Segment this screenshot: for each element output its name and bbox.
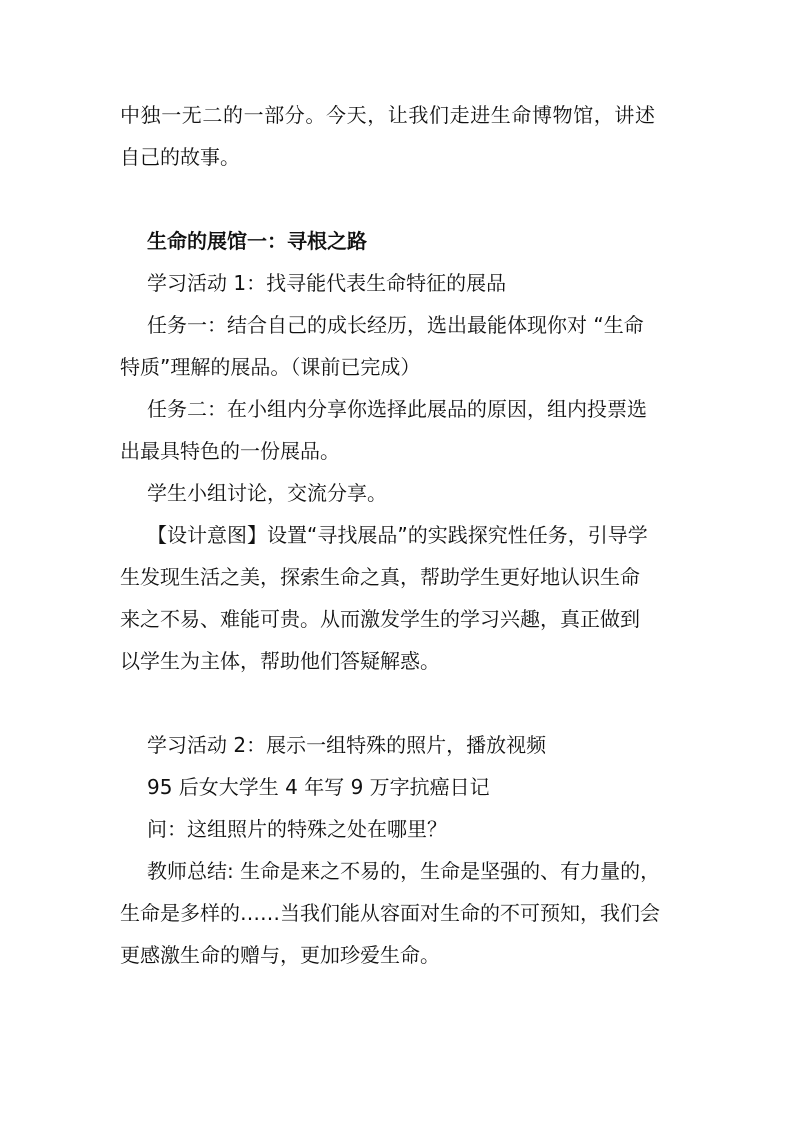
- paragraph-line: 任务一：结合自己的成长经历，选出最能体现你对 “生命: [147, 313, 644, 337]
- paragraph-line: 生发现生活之美，探索生命之真，帮助学生更好地认识生命: [120, 565, 640, 589]
- paragraph-line: 以学生为主体，帮助他们答疑解惑。: [120, 649, 440, 673]
- paragraph-line: 更感激生命的赠与，更加珍爱生命。: [120, 943, 440, 967]
- paragraph-line: 来之不易、难能可贵。从而激发学生的学习兴趣，真正做到: [120, 607, 640, 631]
- section-heading: 生命的展馆一：寻根之路: [147, 229, 367, 253]
- paragraph-line: 学生小组讨论，交流分享。: [147, 481, 387, 505]
- paragraph-line: 中独一无二的一部分。今天，让我们走进生命博物馆，讲述: [120, 103, 656, 127]
- design-intent-line: 【设计意图】设置“寻找展品”的实践探究性任务，引导学: [147, 523, 648, 547]
- paragraph-line: 生命是多样的……当我们能从容面对生命的不可预知，我们会: [120, 901, 660, 925]
- paragraph-line: 出最具特色的一份展品。: [120, 439, 340, 463]
- paragraph-line: 任务二：在小组内分享你选择此展品的原因，组内投票选: [147, 397, 647, 421]
- paragraph-line: 自己的故事。: [120, 145, 240, 169]
- activity-heading: 学习活动 2：展示一组特殊的照片，播放视频: [147, 733, 547, 757]
- paragraph-line: 特质”理解的展品。（课前已完成）: [120, 355, 421, 379]
- paragraph-line: 95 后女大学生 4 年写 9 万字抗癌日记: [147, 775, 490, 799]
- question-line: 问：这组照片的特殊之处在哪里？: [147, 817, 447, 841]
- summary-line: 教师总结: 生命是来之不易的，生命是坚强的、有力量的，: [147, 859, 661, 883]
- activity-heading: 学习活动 1：找寻能代表生命特征的展品: [147, 271, 507, 295]
